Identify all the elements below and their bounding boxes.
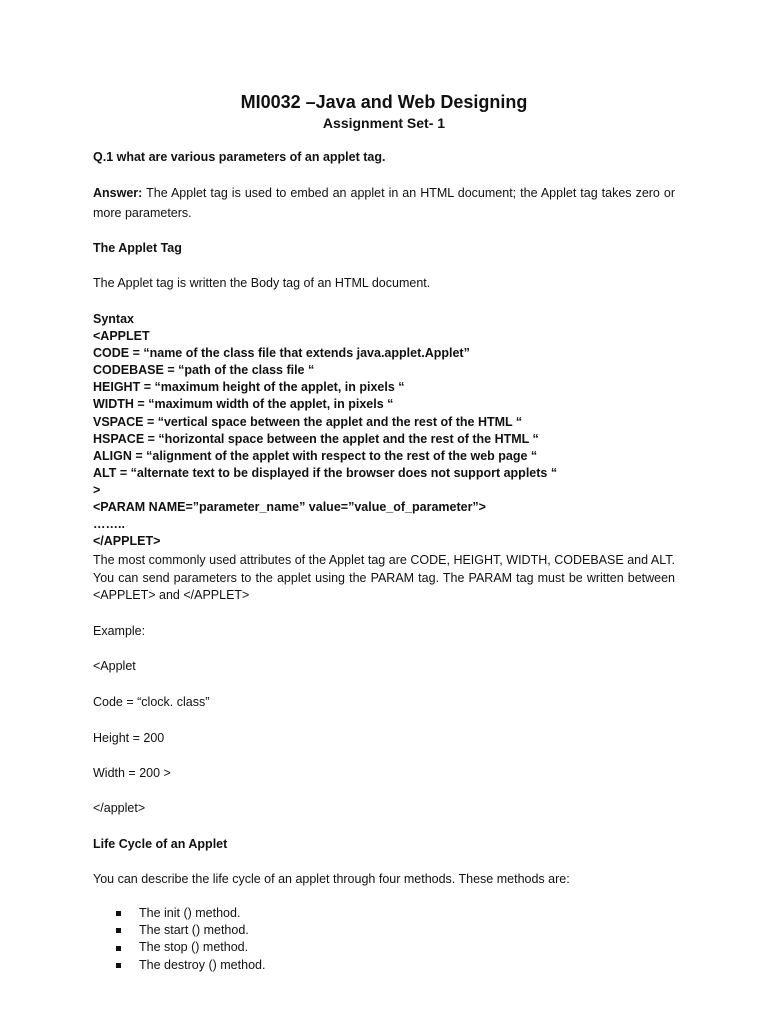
syntax-line: …….. (93, 517, 125, 532)
syntax-line: CODE = “name of the class file that extends java.applet.Applet” (93, 346, 470, 361)
syntax-line: HSPACE = “horizontal space between the applet and the rest of the HTML “ (93, 431, 539, 446)
syntax-line: CODEBASE = “path of the class file “ (93, 363, 315, 378)
syntax-line: ALT = “alternate text to be displayed if the browser does not support applets “ (93, 465, 558, 480)
answer-text: The Applet tag is used to embed an applet in an HTML document; the Applet tag takes zero or more parameters. (93, 186, 675, 220)
method-label: The destroy () method. (139, 957, 266, 972)
methods-list (116, 905, 265, 974)
example-line: </applet> (93, 801, 146, 815)
syntax-line: VSPACE = “vertical space between the applet and the rest of the HTML “ (93, 414, 523, 429)
answer-paragraph (93, 183, 675, 223)
syntax-block (93, 311, 693, 550)
example-label: Example: (93, 624, 146, 638)
bullet-square-icon (116, 928, 121, 933)
applet-tag-heading: The Applet Tag (93, 241, 182, 255)
answer-label: Answer: (93, 186, 143, 200)
list-item (116, 905, 265, 922)
list-item (116, 957, 265, 974)
example-line: Code = “clock. class” (93, 695, 210, 709)
question-text: Q.1 what are various parameters of an applet tag. (93, 150, 386, 164)
syntax-line: WIDTH = “maximum width of the applet, in pixels “ (93, 397, 394, 412)
syntax-line: HEIGHT = “maximum height of the applet, in pixels “ (93, 380, 405, 395)
syntax-line: </APPLET> (93, 534, 161, 549)
method-label: The init () method. (139, 906, 241, 920)
syntax-line: ALIGN = “alignment of the applet with respect to the rest of the web page “ (93, 448, 538, 463)
example-line: <Applet (93, 659, 136, 673)
applet-tag-text: The Applet tag is written the Body tag of an HTML document. (93, 276, 431, 290)
bullet-square-icon (116, 911, 121, 916)
life-cycle-intro: You can describe the life cycle of an applet through four methods. These methods are: (93, 872, 570, 886)
syntax-line: <APPLET (93, 329, 150, 344)
list-item (116, 922, 265, 939)
syntax-line: > (93, 482, 101, 497)
document-title: MI0032 –Java and Web Designing (240, 92, 528, 112)
list-item (116, 939, 265, 956)
bullet-square-icon (116, 946, 121, 951)
syntax-line: Syntax (93, 312, 134, 326)
document-subtitle: Assignment Set- 1 (322, 115, 446, 131)
method-label: The start () method. (139, 923, 249, 938)
bullet-square-icon (116, 963, 121, 968)
example-line: Height = 200 (93, 731, 165, 745)
life-cycle-heading: Life Cycle of an Applet (93, 837, 228, 851)
method-label: The stop () method. (139, 940, 249, 955)
syntax-line: <PARAM NAME=”parameter_name” value=”value_of_parameter”> (93, 500, 486, 515)
attributes-paragraph: The most commonly used attributes of the Applet tag are CODE, HEIGHT, WIDTH, CODEBASE and ALT. You can send parameters to the applet using the PARAM tag. The PARAM tag must be written between <APPLET> and </APPLET> (93, 553, 675, 602)
example-line: Width = 200 > (93, 766, 171, 780)
